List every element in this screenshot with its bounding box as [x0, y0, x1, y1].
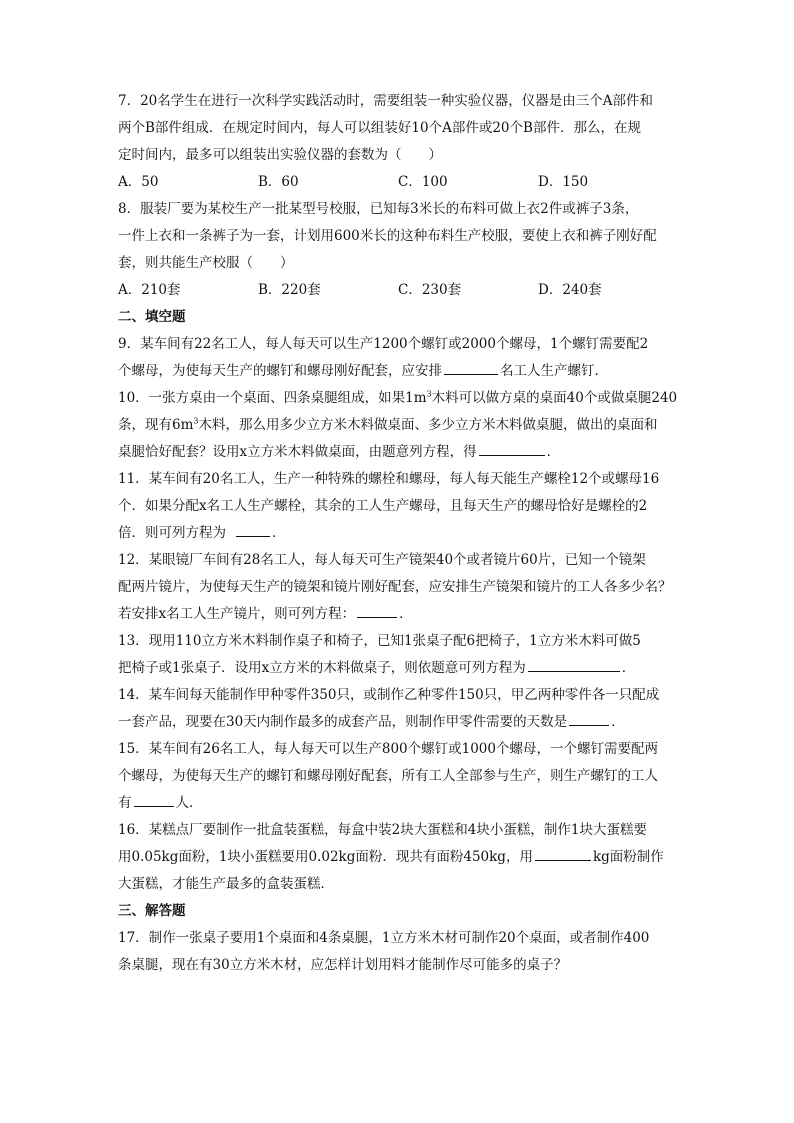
question-17 [118, 925, 678, 979]
text: 桌腿恰好配套？设用x立方米木料做桌面，由题意列方程，得 [118, 444, 477, 460]
answer-blank[interactable] [134, 792, 174, 807]
option-d: D．240套 [538, 282, 602, 298]
text: ． [272, 525, 286, 541]
text: 若安排x名工人生产镜片，则可列方程： [118, 606, 356, 622]
question-9 [118, 331, 678, 385]
question-9-line-2 [118, 358, 678, 385]
question-9-line-1: 9．某车间有22名工人，每人每天可以生产1200个螺钉或2000个螺母，1个螺钉需要配2 [118, 336, 649, 352]
question-14 [118, 682, 678, 736]
text: ． [546, 444, 561, 460]
question-14-line-1: 14．某车间每天能制作甲种零件350只，或制作乙种零件150只，甲乙两种零件各一只配成 [118, 687, 660, 703]
option-a: A．50 [118, 174, 159, 190]
text: 一套产品，现要在30天内制作最多的成套产品，则制作甲零件需要的天数是 [118, 714, 568, 730]
question-8-line-2: 一件上衣和一条裤子为一套，计划用600米长的这种布料生产校服，要使上衣和裤子刚好配 [118, 228, 657, 244]
question-8-line-3: 套，则共能生产校服（ ） [118, 255, 294, 271]
question-16-line-3: 大蛋糕，才能生产最多的盒装蛋糕． [118, 876, 334, 892]
text: 人． [175, 795, 203, 811]
question-11-line-2: 个．如果分配x名工人生产螺栓，其余的工人生产螺母，且每天生产的螺母恰好是螺栓的2 [118, 498, 648, 514]
answer-blank[interactable] [528, 657, 620, 672]
question-12-line-2: 配两片镜片，为使每天生产的镜架和镜片刚好配套，应安排生产镜架和镜片的工人各多少名？ [118, 579, 672, 595]
text: 用0.05kg面粉，1块小蛋糕要用0.02kg面粉．现共有面粉450kg，用 [118, 849, 533, 865]
text: ． [399, 606, 413, 622]
text: 木料可以做方桌的桌面40个或做桌腿240 [431, 390, 678, 406]
question-15-line-1: 15．某车间有26名工人，每人每天可以生产800个螺钉或1000个螺母，一个螺钉需要配两 [118, 741, 658, 757]
option-d: D．150 [538, 174, 589, 190]
text: ． [621, 660, 636, 676]
superscript: 3 [193, 416, 199, 426]
answer-blank[interactable] [535, 846, 591, 861]
question-14-line-2 [118, 709, 678, 736]
question-13-line-2 [118, 655, 678, 682]
question-13-line-1: 13．现用110立方米木料制作桌子和椅子，已知1张桌子配6把椅子，1立方米木料可做5 [118, 633, 641, 649]
question-8-line-1: 8．服装厂要为某校生产一批某型号校服，已知每3米长的布料可做上衣2件或裤子3条， [118, 201, 639, 217]
question-10-line-2 [118, 412, 678, 439]
superscript: 3 [426, 389, 432, 399]
question-10-line-1 [118, 385, 678, 412]
text: 个螺母，为使每天生产的螺钉和螺母刚好配套，应安排 [118, 363, 442, 379]
question-7 [118, 88, 678, 196]
question-16 [118, 817, 678, 898]
text: 把椅子或1张桌子．设用x立方米的木料做桌子，则依题意可列方程为 [118, 660, 526, 676]
text: ． [611, 714, 625, 730]
section-fill-in-title: 二、填空题 [118, 309, 186, 325]
question-11 [118, 466, 678, 547]
question-15-line-2: 个螺母，为使每天生产的螺钉和螺母刚好配套，所有工人全部参与生产，则生产螺钉的工人 [118, 768, 658, 784]
text: 10．一张方桌由一个桌面、四条桌腿组成，如果1m [118, 390, 427, 406]
question-17-line-2: 条桌腿，现在有30立方米木材，应怎样计划用料才能制作尽可能多的桌子？ [118, 957, 568, 973]
question-13 [118, 628, 678, 682]
answer-blank[interactable] [236, 522, 270, 537]
question-12 [118, 547, 678, 628]
answer-blank[interactable] [444, 360, 498, 375]
question-7-line-3: 定时间内，最多可以组装出实验仪器的套数为（ ） [118, 147, 442, 163]
question-11-line-1: 11．某车间有20名工人，生产一种特殊的螺栓和螺母，每人每天能生产螺栓12个或螺母16 [118, 471, 660, 487]
question-7-options [118, 169, 678, 196]
option-c: C．230套 [398, 282, 462, 298]
answer-blank[interactable] [569, 711, 609, 726]
answer-blank[interactable] [357, 603, 397, 618]
question-8 [118, 196, 678, 304]
question-12-line-1: 12．某眼镜厂车间有28名工人，每人每天可生产镜架40个或者镜片60片，已知一个镜架 [118, 552, 646, 568]
option-b: B．220套 [258, 282, 321, 298]
section-answer-title: 三、解答题 [118, 903, 186, 919]
text: 倍．则可列方程为 [118, 525, 226, 541]
question-7-line-2: 两个B部件组成．在规定时间内，每人可以组装好10个A部件或20个B部件．那么，在规 [118, 120, 641, 136]
question-15 [118, 736, 678, 817]
worksheet [118, 88, 678, 979]
option-c: C．100 [398, 174, 448, 190]
question-8-options [118, 277, 678, 304]
answer-blank[interactable] [479, 441, 545, 456]
text: 名工人生产螺钉． [500, 363, 608, 379]
text: 条，现有6m [118, 417, 194, 433]
question-10 [118, 385, 678, 466]
question-11-line-3 [118, 520, 678, 547]
question-12-line-3 [118, 601, 678, 628]
question-10-line-3 [118, 439, 678, 466]
question-7-line-1: 7．20名学生在进行一次科学实践活动时，需要组装一种实验仪器，仪器是由三个A部件和 [118, 93, 654, 109]
option-b: B．60 [258, 174, 299, 190]
question-16-line-1: 16．某糕点厂要制作一批盒装蛋糕，每盒中装2块大蛋糕和4块小蛋糕，制作1块大蛋糕要 [118, 822, 647, 838]
question-15-line-3 [118, 790, 678, 817]
text: 有 [118, 795, 132, 811]
text: 木料，那么用多少立方米木料做桌面、多少立方米木料做桌腿，做出的桌面和 [198, 417, 658, 433]
question-16-line-2 [118, 844, 678, 871]
text: kg面粉制作 [592, 849, 664, 865]
option-a: A．210套 [118, 282, 181, 298]
question-17-line-1: 17．制作一张桌子要用1个桌面和4条桌腿，1立方米木材可制作20个桌面，或者制作400 [118, 930, 650, 946]
